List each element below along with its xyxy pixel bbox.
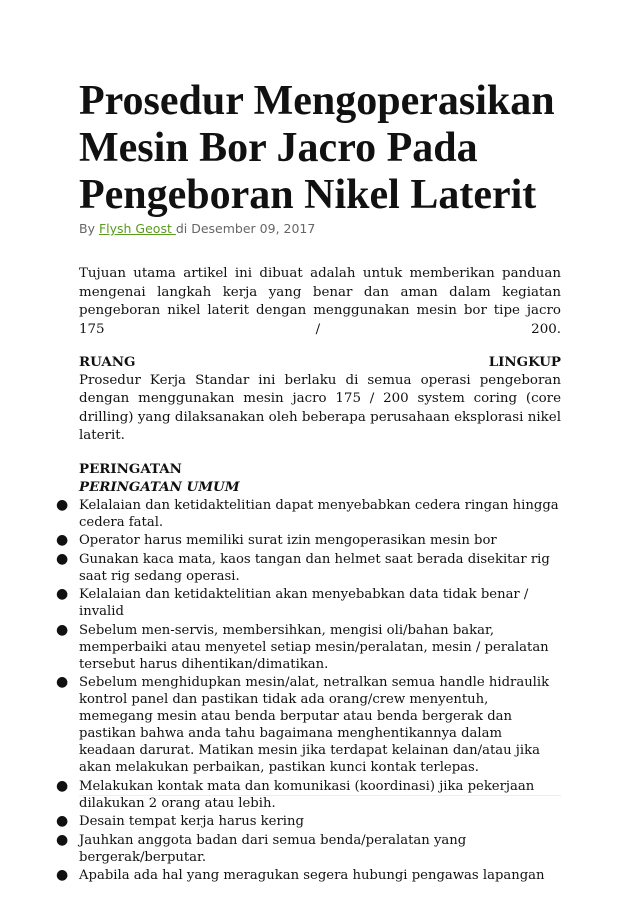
- list-item: ● Apabila ada hal yang meragukan segera hubungi pengawas lapangan: [56, 867, 545, 883]
- bullet-icon: ●: [56, 496, 69, 513]
- bullet-icon: ●: [56, 777, 69, 794]
- bullet-icon: ●: [56, 674, 69, 690]
- scope-heading: [79, 353, 561, 372]
- byline: [79, 221, 315, 236]
- bullet-icon: ●: [56, 550, 69, 567]
- author-link[interactable]: Flysh Geost: [98, 221, 176, 236]
- article-body: [56, 265, 561, 886]
- bullet-icon: ●: [56, 621, 69, 638]
- list-item: ● Kelalaian dan ketidaktelitian dapat menyebabkan cedera ringan hingga cedera fatal.: [56, 496, 559, 530]
- scope-paragraph: Prosedur Kerja Standar ini berlaku di semua operasi pengeboran dengan menggunakan mesin jacro 175 / 200 system coring (core drilling) yang dilaksanakan oleh beberapa perusahaan eksplorasi nikel laterit.: [79, 372, 561, 443]
- post-date: di Desember 09, 2017: [175, 221, 316, 236]
- list-item: ● Desain tempat kerja harus kering: [56, 813, 304, 829]
- bullet-icon: ●: [56, 867, 69, 883]
- bottom-divider: [79, 795, 561, 796]
- byline-prefix: By: [79, 221, 99, 236]
- bullet-icon: ●: [56, 532, 69, 548]
- article-title: Prosedur Mengoperasikan Mesin Bor Jacro Pada Pengeboran Nikel Laterit: [79, 78, 555, 218]
- general-warnings-subheading: PERINGATAN UMUM: [79, 479, 240, 495]
- intro-paragraph: Tujuan utama artikel ini dibuat adalah untuk memberikan panduan mengenai langkah kerja yang benar dan aman dalam kegiatan pengeboran nikel laterit dengan menggunakan mesin bor tipe jacro 175 / 200.: [79, 266, 561, 337]
- bullet-icon: ●: [56, 813, 69, 829]
- list-item: ● Sebelum menghidupkan mesin/alat, netralkan semua handle hidraulik kontrol panel dan pastikan tidak ada orang/crew menyentuh, memegang mesin atau benda berputar atau benda bergerak dan pastikan bahwa anda tahu bagaimana menghentikannya dalam keadaan darurat. Matikan mesin jika terdapat kelainan dan/atau jika akan melakukan perbaikan, pastikan kunci kontak terlepas.: [56, 674, 550, 775]
- bullet-icon: ●: [56, 831, 69, 848]
- list-item: ● Jauhkan anggota badan dari semua benda/peralatan yang bergerak/berputar.: [56, 831, 467, 865]
- scope-heading-left: RUANG: [79, 354, 136, 370]
- list-item: ● Operator harus memiliki surat izin mengoperasikan mesin bor: [56, 532, 497, 548]
- bullet-icon: ●: [56, 586, 69, 602]
- list-item: ● Melakukan kontak mata dan komunikasi (koordinasi) jika pekerjaan dilakukan 2 orang atau lebih.: [56, 777, 535, 811]
- warnings-heading: PERINGATAN: [79, 460, 182, 477]
- list-item: ● Sebelum men-servis, membersihkan, mengisi oli/bahan bakar, memperbaiki atau menyetel setiap mesin/peralatan, mesin / peralatan tersebut harus dihentikan/dimatikan.: [56, 621, 549, 672]
- list-item: ● Gunakan kaca mata, kaos tangan dan helmet saat berada disekitar rig saat rig sedang operasi.: [56, 550, 550, 584]
- scope-heading-right: LINGKUP: [488, 354, 561, 370]
- warnings-list: [56, 496, 561, 885]
- list-item: ● Kelalaian dan ketidaktelitian akan menyebabkan data tidak benar / invalid: [56, 586, 529, 619]
